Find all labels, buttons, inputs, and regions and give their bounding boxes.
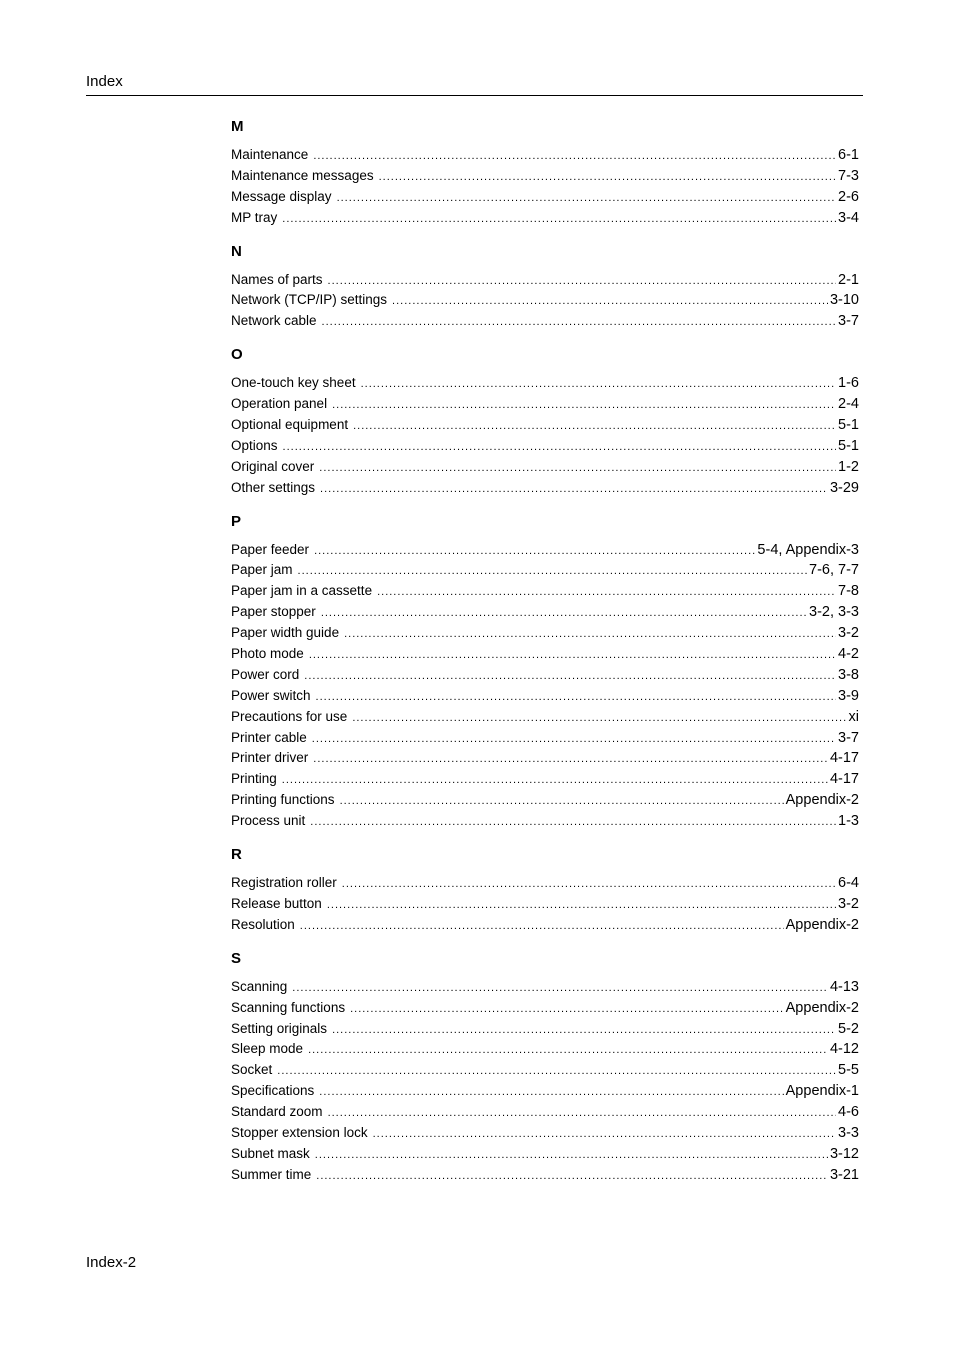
page-number: Index-2 bbox=[86, 1254, 137, 1271]
dot-leader bbox=[322, 312, 836, 333]
index-entry bbox=[231, 790, 859, 811]
index-page-ref: 4-2 bbox=[838, 646, 859, 663]
dot-leader bbox=[283, 437, 837, 458]
section-letter: S bbox=[231, 949, 242, 967]
index-page-ref: 5-5 bbox=[838, 1062, 859, 1079]
index-page-ref: 2-1 bbox=[838, 271, 859, 288]
index-term: Process unit bbox=[231, 813, 306, 829]
dot-leader bbox=[320, 479, 828, 500]
index-term: Resolution bbox=[231, 916, 295, 932]
index-entry bbox=[231, 644, 859, 665]
index-entry bbox=[231, 748, 859, 769]
index-entry bbox=[231, 187, 859, 208]
index-entry bbox=[231, 373, 859, 394]
dot-leader bbox=[319, 458, 836, 479]
index-page-ref: 3-10 bbox=[829, 292, 859, 309]
dot-leader bbox=[352, 708, 846, 729]
index-page-ref: 4-12 bbox=[829, 1041, 859, 1058]
index-term: Summer time bbox=[231, 1166, 312, 1182]
index-term: Release button bbox=[231, 895, 322, 911]
index-term: Standard zoom bbox=[231, 1104, 323, 1120]
index-term: Registration roller bbox=[231, 875, 337, 891]
index-entry bbox=[231, 311, 859, 332]
index-entry bbox=[231, 1039, 859, 1060]
index-term: Operation panel bbox=[231, 396, 328, 412]
section-letter: M bbox=[231, 118, 244, 135]
index-term: Options bbox=[231, 437, 278, 453]
index-entry bbox=[231, 1102, 859, 1123]
index-term: Optional equipment bbox=[231, 417, 349, 433]
index-entry bbox=[231, 602, 859, 623]
dot-leader bbox=[319, 1082, 783, 1103]
dot-leader bbox=[392, 291, 828, 312]
dot-leader bbox=[377, 582, 836, 603]
index-page-ref: 4-17 bbox=[829, 771, 859, 788]
dot-leader bbox=[314, 541, 755, 562]
index-term: Paper jam in a cassette bbox=[231, 583, 373, 599]
index-term: Other settings bbox=[231, 479, 316, 495]
dot-leader bbox=[340, 791, 784, 812]
index-page-ref: 3-21 bbox=[829, 1166, 859, 1183]
index-term: Scanning functions bbox=[231, 999, 346, 1015]
dot-leader bbox=[282, 209, 836, 230]
index-page-ref: xi bbox=[848, 708, 859, 725]
index-term: One-touch key sheet bbox=[231, 375, 356, 391]
index-term: Maintenance messages bbox=[231, 167, 374, 183]
dot-leader bbox=[313, 749, 828, 770]
index-section-n bbox=[231, 243, 859, 333]
dot-leader bbox=[282, 770, 828, 791]
index-entry bbox=[231, 290, 859, 311]
index-entry bbox=[231, 457, 859, 478]
index-entry bbox=[231, 145, 859, 166]
dot-leader bbox=[316, 687, 837, 708]
index-page-ref: 7-8 bbox=[838, 583, 859, 600]
dot-leader bbox=[344, 624, 836, 645]
index-page-ref: 1-6 bbox=[838, 375, 859, 392]
section-letter: N bbox=[231, 242, 242, 260]
index-term: Printer cable bbox=[231, 729, 307, 745]
index-page-ref: 1-2 bbox=[838, 458, 859, 475]
index-entry bbox=[231, 998, 859, 1019]
dot-leader bbox=[315, 1145, 828, 1166]
index-page-ref: 3-2, 3-3 bbox=[809, 604, 859, 621]
dot-leader bbox=[350, 999, 784, 1020]
index-term: Precautions for use bbox=[231, 708, 348, 724]
index-page-ref: 3-2 bbox=[838, 895, 859, 912]
index-entry bbox=[231, 1081, 859, 1102]
index-term: Setting originals bbox=[231, 1020, 328, 1036]
dot-leader bbox=[292, 978, 828, 999]
section-letter: R bbox=[231, 846, 242, 864]
index-term: Printer driver bbox=[231, 750, 309, 766]
index-page-ref: Appendix-1 bbox=[785, 1083, 859, 1100]
index-entry bbox=[231, 1060, 859, 1081]
index-entry bbox=[231, 769, 859, 790]
index-entry bbox=[231, 560, 859, 581]
index-page-ref: 4-17 bbox=[829, 750, 859, 767]
index-term: Subnet mask bbox=[231, 1145, 310, 1161]
index-term: Sleep mode bbox=[231, 1041, 304, 1057]
index-page-ref: 4-6 bbox=[838, 1104, 859, 1121]
index-term: Paper width guide bbox=[231, 625, 340, 641]
dot-leader bbox=[342, 874, 836, 895]
index-term: Network cable bbox=[231, 313, 317, 329]
dot-leader bbox=[327, 895, 836, 916]
index-term: Printing functions bbox=[231, 792, 335, 808]
dot-leader bbox=[321, 603, 807, 624]
index-page-ref: 2-4 bbox=[838, 396, 859, 413]
dot-leader bbox=[309, 645, 836, 666]
index-entry bbox=[231, 915, 859, 936]
index-entry bbox=[231, 478, 859, 499]
index-page-ref: Appendix-2 bbox=[785, 792, 859, 809]
index-entry bbox=[231, 623, 859, 644]
index-page-ref: Appendix-2 bbox=[785, 916, 859, 933]
index-entry bbox=[231, 270, 859, 291]
dot-leader bbox=[312, 729, 836, 750]
index-entry bbox=[231, 686, 859, 707]
dot-leader bbox=[332, 395, 836, 416]
index-entry bbox=[231, 581, 859, 602]
index-entry bbox=[231, 707, 859, 728]
index-page-ref: 3-12 bbox=[829, 1145, 859, 1162]
index-page-ref: 3-8 bbox=[838, 666, 859, 683]
index-list bbox=[231, 118, 859, 1200]
index-page-ref: 5-1 bbox=[838, 437, 859, 454]
dot-leader bbox=[379, 167, 836, 188]
index-entry bbox=[231, 415, 859, 436]
index-entry bbox=[231, 166, 859, 187]
index-page-ref: 5-1 bbox=[838, 417, 859, 434]
index-section-p bbox=[231, 513, 859, 832]
index-page-ref: 6-1 bbox=[838, 147, 859, 163]
dot-leader bbox=[337, 188, 836, 209]
dot-leader bbox=[316, 1166, 828, 1187]
index-term: Socket bbox=[231, 1062, 273, 1078]
index-entry bbox=[231, 977, 859, 998]
index-term: Original cover bbox=[231, 458, 315, 474]
index-page-ref: 2-6 bbox=[838, 188, 859, 205]
dot-leader bbox=[298, 561, 807, 582]
index-entry bbox=[231, 1165, 859, 1186]
section-letter: O bbox=[231, 346, 243, 364]
index-entry bbox=[231, 1123, 859, 1144]
dot-leader bbox=[304, 666, 836, 687]
index-section-m bbox=[231, 118, 859, 229]
index-term: Paper feeder bbox=[231, 541, 310, 557]
index-term: Names of parts bbox=[231, 271, 323, 287]
index-term: Stopper extension lock bbox=[231, 1124, 368, 1140]
dot-leader bbox=[332, 1020, 836, 1041]
index-section-s bbox=[231, 950, 859, 1186]
index-page-ref: 3-9 bbox=[838, 687, 859, 704]
index-page-ref: 5-4, Appendix-3 bbox=[757, 541, 859, 558]
index-entry bbox=[231, 1019, 859, 1040]
index-term: Paper stopper bbox=[231, 604, 316, 620]
index-page-ref: 3-4 bbox=[838, 209, 859, 226]
page-header bbox=[86, 73, 863, 96]
dot-leader bbox=[353, 416, 836, 437]
section-letter: P bbox=[231, 512, 242, 530]
index-page-ref: 7-6, 7-7 bbox=[809, 562, 859, 579]
index-page-ref: Appendix-2 bbox=[785, 999, 859, 1016]
dot-leader bbox=[328, 1103, 836, 1124]
index-term: Paper jam bbox=[231, 562, 293, 578]
index-entry bbox=[231, 436, 859, 457]
index-term: Maintenance bbox=[231, 147, 309, 162]
index-page-ref: 7-3 bbox=[838, 167, 859, 184]
index-page-ref: 6-4 bbox=[838, 875, 859, 892]
index-page-ref: 4-13 bbox=[829, 978, 859, 995]
index-term: MP tray bbox=[231, 209, 278, 225]
index-section-o bbox=[231, 346, 859, 498]
index-entry bbox=[231, 208, 859, 229]
index-page-ref: 1-3 bbox=[838, 813, 859, 830]
index-section-r bbox=[231, 846, 859, 936]
dot-leader bbox=[277, 1061, 836, 1082]
index-page-ref: 5-2 bbox=[838, 1020, 859, 1037]
index-entry bbox=[231, 540, 859, 561]
dot-leader bbox=[328, 271, 836, 292]
index-entry bbox=[231, 665, 859, 686]
index-entry bbox=[231, 873, 859, 894]
dot-leader bbox=[361, 374, 836, 395]
dot-leader bbox=[373, 1124, 836, 1145]
dot-leader bbox=[310, 812, 836, 833]
index-page-ref: 3-7 bbox=[838, 313, 859, 330]
dot-leader bbox=[308, 1040, 828, 1061]
index-entry bbox=[231, 1144, 859, 1165]
index-term: Photo mode bbox=[231, 646, 304, 662]
index-term: Printing bbox=[231, 771, 277, 787]
index-term: Power cord bbox=[231, 666, 300, 682]
index-entry bbox=[231, 811, 859, 832]
index-page-ref: 3-29 bbox=[829, 479, 859, 496]
index-term: Scanning bbox=[231, 978, 288, 994]
index-term: Power switch bbox=[231, 687, 311, 703]
index-entry bbox=[231, 728, 859, 749]
index-page-ref: 3-7 bbox=[838, 729, 859, 746]
index-page-ref: 3-3 bbox=[838, 1124, 859, 1141]
index-term: Network (TCP/IP) settings bbox=[231, 292, 388, 308]
index-term: Message display bbox=[231, 188, 332, 204]
dot-leader bbox=[313, 146, 836, 167]
index-entry bbox=[231, 394, 859, 415]
index-page-ref: 3-2 bbox=[838, 625, 859, 642]
dot-leader bbox=[300, 916, 784, 937]
index-entry bbox=[231, 894, 859, 915]
header-title: Index bbox=[86, 73, 123, 90]
index-term: Specifications bbox=[231, 1083, 315, 1099]
